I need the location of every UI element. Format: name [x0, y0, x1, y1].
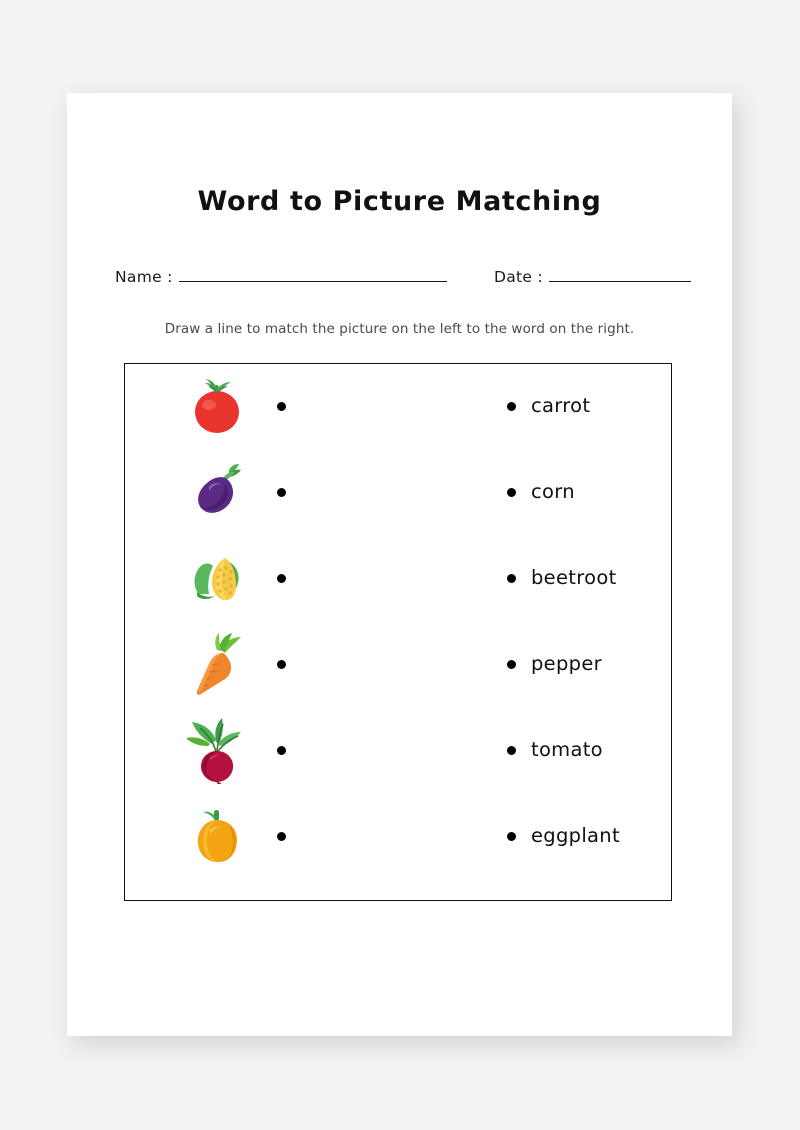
word-label: eggplant — [531, 824, 620, 847]
page-title: Word to Picture Matching — [197, 186, 602, 217]
word-label: beetroot — [531, 566, 617, 589]
left-dot[interactable] — [277, 746, 286, 755]
matching-box — [124, 363, 672, 901]
name-field[interactable] — [115, 267, 447, 286]
date-field[interactable] — [494, 267, 691, 286]
matching-row — [125, 536, 671, 622]
left-dot[interactable] — [277, 402, 286, 411]
pepper-image — [171, 794, 263, 880]
right-dot[interactable] — [507, 746, 516, 755]
word-label: tomato — [531, 738, 603, 761]
name-label: Name : — [115, 268, 173, 286]
beetroot-image — [171, 708, 263, 794]
worksheet-sheet — [67, 93, 732, 1036]
eggplant-image — [171, 450, 263, 536]
left-dot[interactable] — [277, 832, 286, 841]
left-dot[interactable] — [277, 574, 286, 583]
right-dot[interactable] — [507, 574, 516, 583]
instructions-text: Draw a line to match the picture on the left to the word on the right. — [164, 321, 635, 337]
right-dot[interactable] — [507, 488, 516, 497]
right-dot[interactable] — [507, 402, 516, 411]
matching-row — [125, 622, 671, 708]
word-label: corn — [531, 480, 575, 503]
matching-row — [125, 364, 671, 450]
word-label: pepper — [531, 652, 602, 675]
name-input-rule[interactable] — [179, 267, 447, 282]
carrot-image — [171, 622, 263, 708]
right-dot[interactable] — [507, 832, 516, 841]
corn-image — [171, 536, 263, 622]
tomato-image — [171, 364, 263, 450]
fields-row — [115, 267, 685, 297]
date-input-rule[interactable] — [549, 267, 691, 282]
date-label: Date : — [494, 268, 543, 286]
matching-row — [125, 450, 671, 536]
left-dot[interactable] — [277, 488, 286, 497]
left-dot[interactable] — [277, 660, 286, 669]
matching-row — [125, 794, 671, 880]
right-dot[interactable] — [507, 660, 516, 669]
word-label: carrot — [531, 394, 591, 417]
matching-row — [125, 708, 671, 794]
matching-rows — [125, 364, 671, 900]
